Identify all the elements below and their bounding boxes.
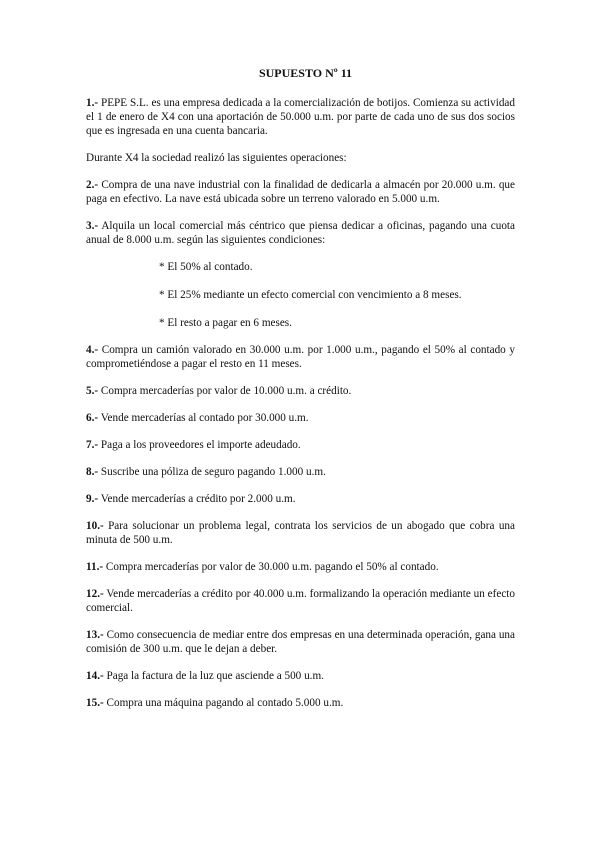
item-number: 15.- (86, 697, 104, 709)
item-number: 13.- (86, 629, 104, 641)
paragraph-10 (86, 519, 515, 547)
item-text: Compra mercaderías por valor de 10.000 u.m. a crédito. (98, 385, 352, 397)
item-text: Alquila un local comercial más céntrico que piensa dedicar a oficinas, pagando una cuota anual de 8.000 u.m. según las siguientes condiciones: (86, 220, 515, 246)
item-text: Compra de una nave industrial con la finalidad de dedicarla a almacén por 20.000 u.m. que paga en efectivo. La nave está ubicada sobre un terreno valorado en 5.000 u.m. (86, 179, 515, 205)
paragraph-15 (86, 696, 515, 710)
document-page (86, 66, 515, 723)
page-title: SUPUESTO Nº 11 (258, 66, 353, 80)
paragraph-6 (86, 411, 515, 425)
item-text: Paga la factura de la luz que asciende a 500 u.m. (103, 670, 324, 682)
item-text: Como consecuencia de mediar entre dos empresas en una determinada operación, gana una comisión de 300 u.m. que le dejan a deber. (86, 629, 515, 655)
item-number: 14.- (86, 670, 104, 682)
item-number: 7.- (86, 439, 99, 451)
paragraph-11 (86, 560, 515, 574)
item-number: 6.- (86, 412, 99, 424)
paragraph-2 (86, 178, 515, 206)
item-number: 5.- (86, 385, 99, 397)
paragraph-12 (86, 587, 515, 615)
paragraph-1 (86, 96, 515, 138)
item-text: Compra una máquina pagando al contado 5.000 u.m. (103, 697, 344, 709)
item-text: Vende mercaderías al contado por 30.000 u.m. (98, 412, 309, 424)
item-text: Compra un camión valorado en 30.000 u.m. por 1.000 u.m., pagando el 50% al contado y comprometiéndose a pagar el resto en 11 meses. (86, 344, 515, 370)
item-number: 2.- (86, 179, 99, 191)
item-text: Para solucionar un problema legal, contrata los servicios de un abogado que cobra una minuta de 500 u.m. (86, 520, 515, 546)
paragraph-14 (86, 669, 515, 683)
paragraph-7 (86, 438, 515, 452)
paragraph-3 (86, 219, 515, 247)
item-number: 8.- (86, 466, 99, 478)
item-number: 1.- (86, 97, 99, 109)
paragraph-13 (86, 628, 515, 656)
paragraph-9 (86, 492, 515, 506)
item-number: 3.- (86, 220, 99, 232)
operations-header: Durante X4 la sociedad realizó las siguientes operaciones: (86, 152, 347, 164)
item-text: Vende mercaderías a crédito por 2.000 u.m. (98, 493, 296, 505)
item-number: 10.- (86, 520, 104, 532)
item-text: Suscribe una póliza de seguro pagando 1.000 u.m. (98, 466, 326, 478)
condition-item: * El 50% al contado. (159, 261, 253, 273)
item-number: 12.- (86, 588, 104, 600)
item-text: Vende mercaderías a crédito por 40.000 u.m. formalizando la operación mediante un efecto comercial. (86, 588, 515, 614)
condition-item: * El resto a pagar en 6 meses. (159, 317, 292, 329)
item-number: 9.- (86, 493, 99, 505)
item-number: 4.- (86, 344, 99, 356)
paragraph-8 (86, 465, 515, 479)
paragraph-5 (86, 384, 515, 398)
condition-item: * El 25% mediante un efecto comercial con vencimiento a 8 meses. (159, 289, 462, 301)
paragraph-4 (86, 343, 515, 371)
item-text: PEPE S.L. es una empresa dedicada a la comercialización de botijos. Comienza su actividad el 1 de enero de X4 con una aportación de 50.000 u.m. por parte de cada uno de sus dos socios que es ingresada en una cuenta bancaria. (86, 97, 515, 137)
item-text: Compra mercaderías por valor de 30.000 u.m. pagando el 50% al contado. (103, 561, 439, 573)
item-text: Paga a los proveedores el importe adeudado. (98, 439, 301, 451)
conditions-list (86, 260, 515, 330)
item-number: 11.- (86, 561, 104, 573)
